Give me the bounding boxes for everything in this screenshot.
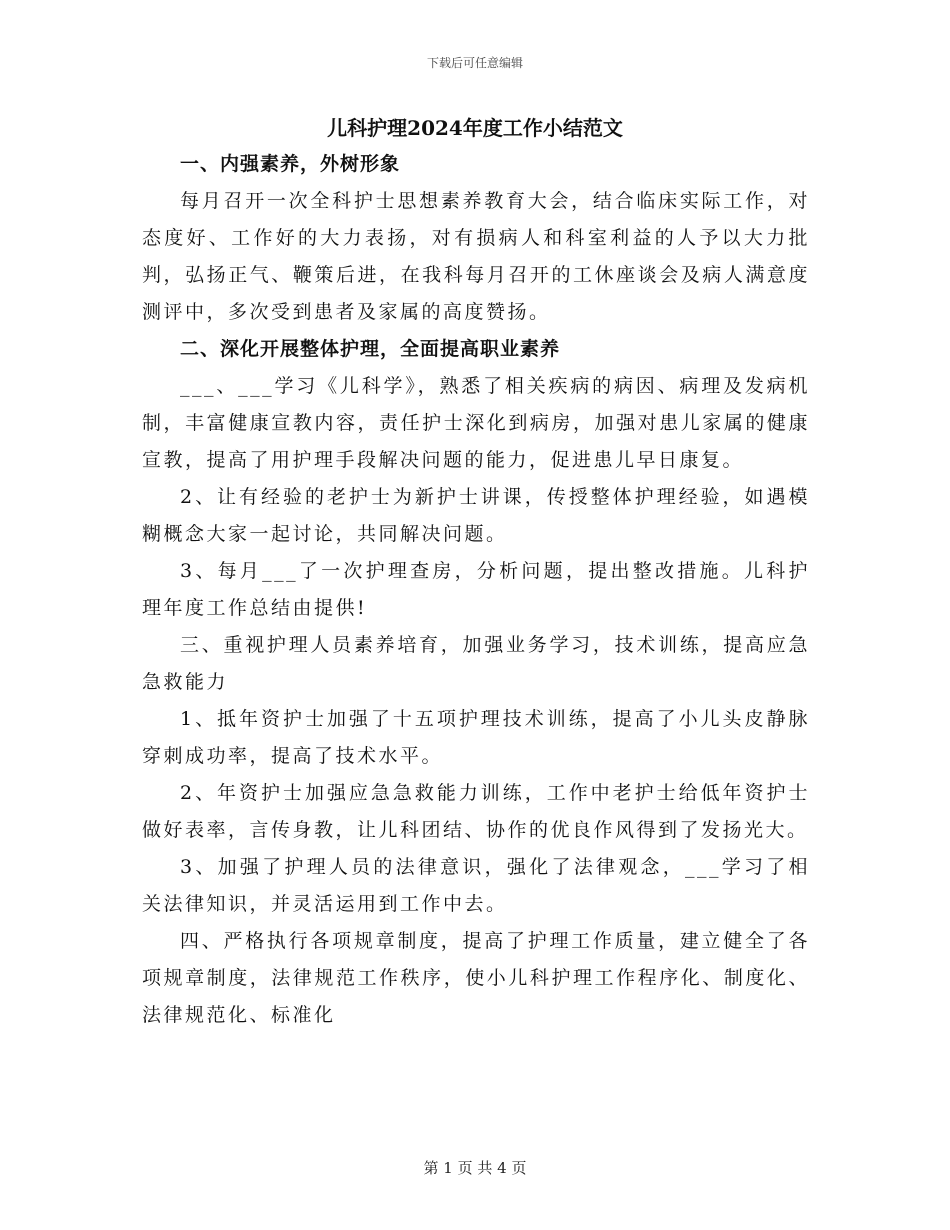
paragraph: 每月召开一次全科护士思想素养教育大会，结合临床实际工作，对态度好、工作好的大力表扬，对有损病人和科室利益的人予以大力批判，弘扬正气、鞭策后进，在我科每月召开的工休座谈会及病人满意度测评中，多次受到患者及家属的高度赞扬。 — [142, 190, 810, 323]
document-body — [142, 146, 810, 1034]
page-number-footer: 第 1 页 共 4 页 — [423, 1159, 527, 1177]
paragraph: 2、让有经验的老护士为新护士讲课，传授整体护理经验，如遇模糊概念大家一起讨论，共同解决问题。 — [142, 486, 810, 545]
document-title: 儿科护理2024年度工作小结范文 — [327, 116, 623, 140]
section-heading-4: 四、严格执行各项规章制度，提高了护理工作质量，建立健全了各项规章制度，法律规范工作秩序，使小儿科护理工作程序化、制度化、法律规范化、标准化 — [142, 930, 810, 1026]
paragraph: ___、___学习《儿科学》，熟悉了相关疾病的病因、病理及发病机制，丰富健康宣教内容，责任护士深化到病房，加强对患儿家属的健康宣教，提高了用护理手段解决问题的能力，促进患儿早日康复。 — [142, 375, 810, 471]
section-heading-1: 一、内强素养，外树形象 — [180, 153, 401, 175]
section-heading-2: 二、深化开展整体护理，全面提高职业素养 — [180, 338, 561, 360]
paragraph: 3、加强了护理人员的法律意识，强化了法律观念，___学习了相关法律知识，并灵活运用到工作中去。 — [142, 856, 810, 915]
page-header-note: 下载后可任意编辑 — [426, 56, 523, 70]
paragraph: 2、年资护士加强应急急救能力训练，工作中老护士给低年资护士做好表率，言传身教，让儿科团结、协作的优良作风得到了发扬光大。 — [142, 782, 810, 841]
paragraph: 1、抵年资护士加强了十五项护理技术训练，提高了小儿头皮静脉穿刺成功率，提高了技术水平。 — [142, 708, 810, 767]
paragraph: 3、每月___了一次护理查房，分析问题，提出整改措施。儿科护理年度工作总结由提供! — [142, 560, 810, 619]
section-heading-3: 三、重视护理人员素养培育，加强业务学习，技术训练，提高应急急救能力 — [142, 634, 810, 693]
